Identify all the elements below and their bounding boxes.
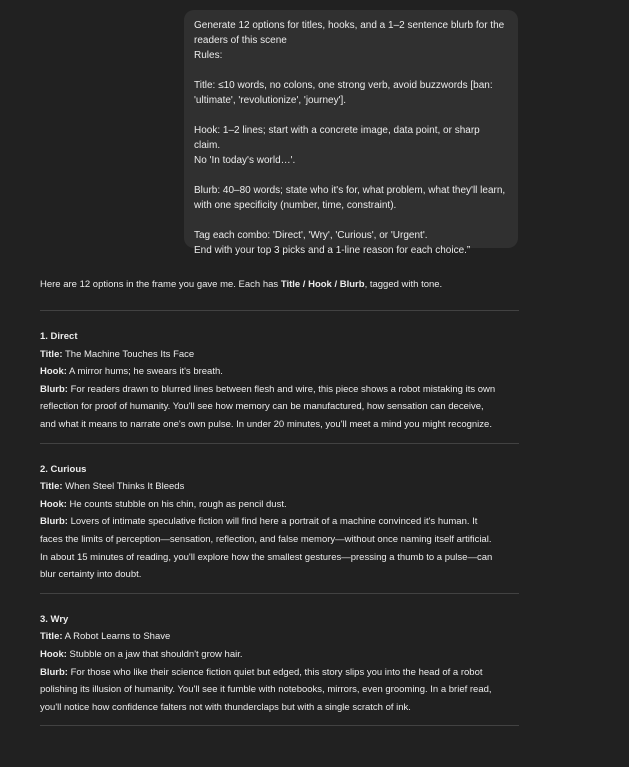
option-hook: Hook: Stubble on a jaw that shouldn't grow hair. xyxy=(40,648,243,660)
option-hook: Hook: He counts stubble on his chin, rough as pencil dust. xyxy=(40,498,287,510)
option-blurb-line: faces the limits of perception—sensation, reflection, and false memory—without once naming itself artificial. xyxy=(40,533,492,545)
prompt-line: End with your top 3 picks and a 1-line reason for each choice.” xyxy=(194,245,471,256)
response-intro: Here are 12 options in the frame you gave me. Each has Title / Hook / Blurb, tagged with tone. xyxy=(40,279,443,290)
option-title: Title: A Robot Learns to Shave xyxy=(40,631,171,643)
prompt-line: Rules: xyxy=(194,50,223,61)
option-heading: 2. Curious xyxy=(40,463,87,475)
option-blurb-line: reflection for proof of humanity. You'll see how memory can be manufactured, how sensation can deceive, xyxy=(40,401,484,413)
option-blurb: Blurb: Lovers of intimate speculative fiction will find here a portrait of a machine convinced it's human. It xyxy=(40,516,478,528)
option-heading: 3. Wry xyxy=(40,613,69,625)
option-title: Title: When Steel Thinks It Bleeds xyxy=(40,481,185,493)
option-blurb-line: In about 15 minutes of reading, you'll explore how the smallest gestures—pressing a thumb to a pulse—can xyxy=(40,551,493,563)
prompt-line: No 'In today's world…'. xyxy=(194,155,296,166)
prompt-line: Generate 12 options for titles, hooks, and a 1–2 sentence blurb for the xyxy=(194,20,505,31)
prompt-line: readers of this scene xyxy=(194,35,287,46)
prompt-line: with one specificity (number, time, constraint). xyxy=(194,200,397,211)
assistant-message xyxy=(40,276,519,726)
option-curious xyxy=(40,461,519,584)
prompt-line: Blurb: 40–80 words; state who it's for, what problem, what they'll learn, xyxy=(194,185,506,196)
option-blurb-line: polishing its illusion of humanity. You'll see it fumble with notebooks, mirrors, even grooming. In a brief read, xyxy=(40,684,492,696)
section-divider xyxy=(40,725,519,726)
option-blurb-line: blur certainty into doubt. xyxy=(40,569,142,581)
option-heading: 1. Direct xyxy=(40,331,78,342)
option-direct xyxy=(40,328,519,434)
prompt-line: Title: ≤10 words, no colons, one strong verb, avoid buzzwords [ban: xyxy=(194,80,493,91)
option-hook: Hook: A mirror hums; he swears it's breath. xyxy=(40,366,223,378)
option-blurb: Blurb: For those who like their science fiction quiet but edged, this story slips you into the head of a robot xyxy=(40,666,483,678)
option-title: Title: The Machine Touches Its Face xyxy=(40,348,195,360)
option-blurb-line: you'll notice how confidence falters not with thunderclaps but with a single scratch of ink. xyxy=(40,701,411,713)
prompt-line: 'ultimate', 'revolutionize', 'journey']. xyxy=(194,95,347,106)
prompt-line: Tag each combo: 'Direct', 'Wry', 'Curious', or 'Urgent'. xyxy=(194,230,428,241)
prompt-line: Hook: 1–2 lines; start with a concrete image, data point, or sharp claim. xyxy=(194,125,480,151)
option-blurb: Blurb: For readers drawn to blurred lines between flesh and wire, this piece shows a robot mistaking its own xyxy=(40,383,496,395)
option-wry xyxy=(40,611,519,717)
user-message-bubble xyxy=(184,10,518,256)
option-blurb-line: and what it means to narrate one's own pulse. In under 20 minutes, you'll meet a mind you might recognize. xyxy=(40,418,492,430)
